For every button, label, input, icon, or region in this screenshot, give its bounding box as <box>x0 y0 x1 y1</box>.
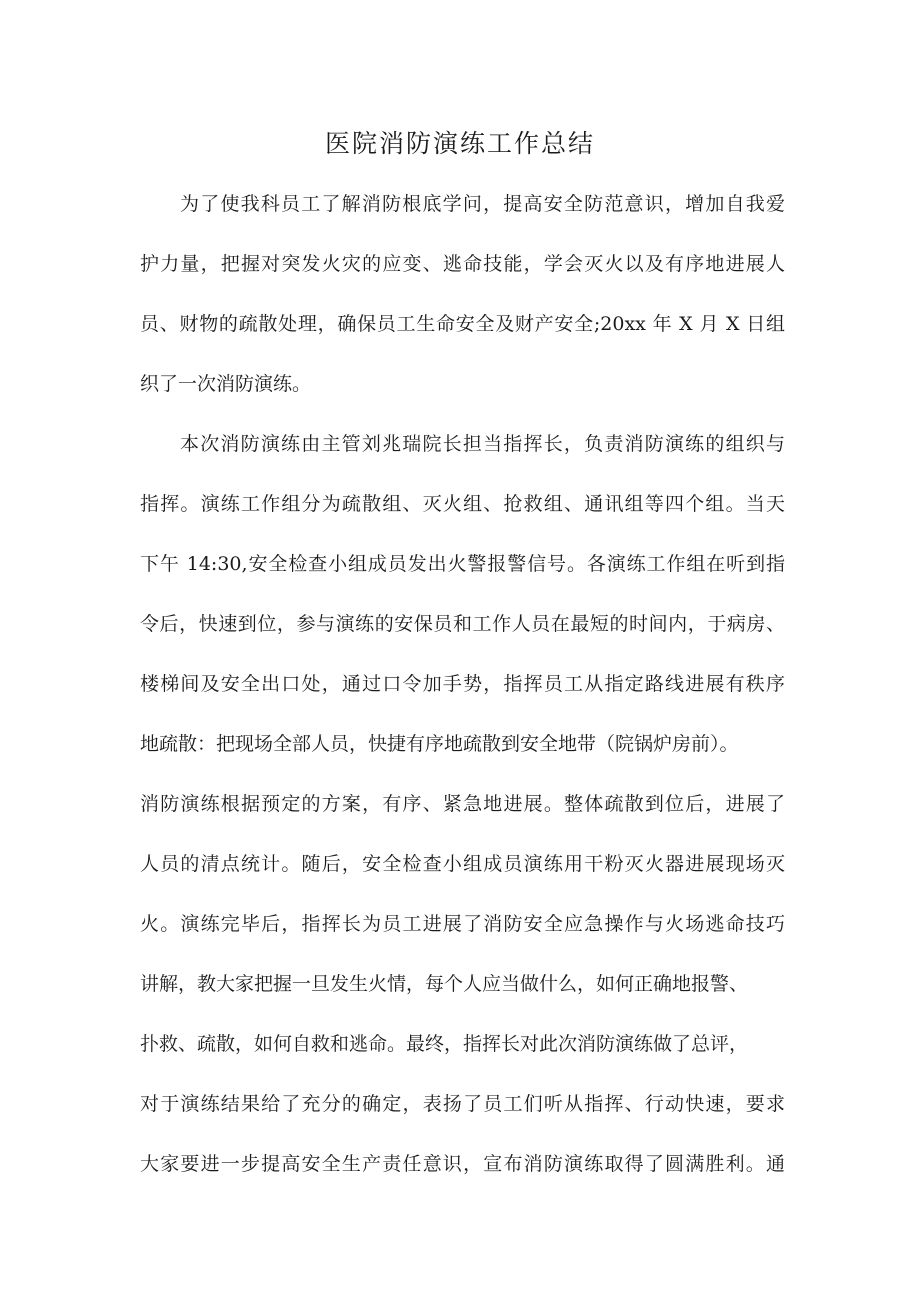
paragraph-2-line-5: 楼梯间及安全出口处，通过口令加手势，指挥员工从指定路线进展有秩序 <box>140 673 785 695</box>
paragraph-1-line-3: 员、财物的疏散处理，确保员工生命安全及财产安全;20xx 年 X 月 X 日组 <box>140 313 785 335</box>
paragraph-1-line-1: 为了使我科员工了解消防根底学问，提高安全防范意识，增加自我爱 <box>180 193 785 215</box>
paragraph-1-line-2: 护力量，把握对突发火灾的应变、逃命技能，学会灭火以及有序地进展人 <box>140 253 785 275</box>
paragraph-2-line-2: 指挥。演练工作组分为疏散组、灭火组、抢救组、通讯组等四个组。当天 <box>140 493 785 515</box>
paragraph-1-line-4: 织了一次消防演练。 <box>140 373 312 395</box>
paragraph-2-line-13: 大家要进一步提高安全生产责任意识，宣布消防演练取得了圆满胜利。通 <box>140 1153 785 1175</box>
paragraph-2-line-4: 令后，快速到位，参与演练的安保员和工作人员在最短的时间内，于病房、 <box>140 613 785 635</box>
paragraph-2-line-10: 讲解，教大家把握一旦发生火情，每个人应当做什么，如何正确地报警、 <box>140 973 749 995</box>
paragraph-2-line-11: 扑救、疏散，如何自救和逃命。最终，指挥长对此次消防演练做了总评， <box>140 1033 749 1055</box>
paragraph-2-line-7: 消防演练根据预定的方案，有序、紧急地进展。整体疏散到位后，进展了 <box>140 793 785 815</box>
paragraph-2-line-3: 下午 14:30,安全检查小组成员发出火警报警信号。各演练工作组在听到指 <box>140 553 785 575</box>
paragraph-2-line-6: 地疏散：把现场全部人员，快捷有序地疏散到安全地带（院锅炉房前）。 <box>140 733 739 755</box>
paragraph-2-line-12: 对于演练结果给了充分的确定，表扬了员工们听从指挥、行动快速，要求 <box>140 1093 785 1115</box>
paragraph-2-line-9: 火。演练完毕后，指挥长为员工进展了消防安全应急操作与火场逃命技巧 <box>140 913 785 935</box>
paragraph-2-line-8: 人员的清点统计。随后，安全检查小组成员演练用干粉灭火器进展现场灭 <box>140 853 785 875</box>
paragraph-2-line-1: 本次消防演练由主管刘兆瑞院长担当指挥长，负责消防演练的组织与 <box>180 433 785 455</box>
document-title: 医院消防演练工作总结 <box>324 129 595 158</box>
